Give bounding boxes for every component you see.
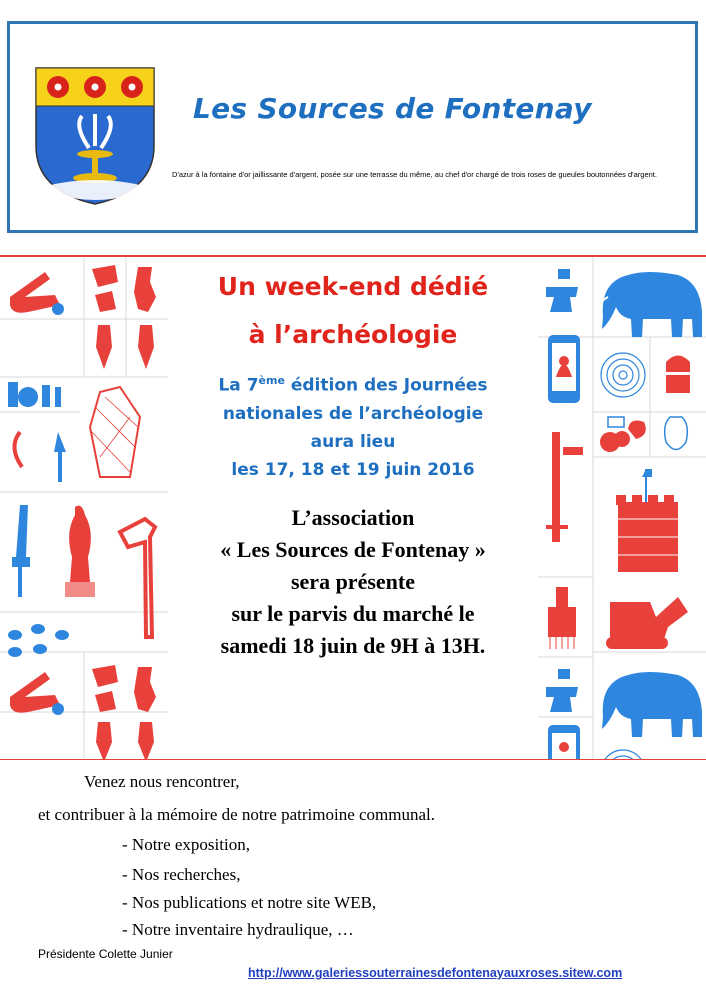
hand-holding-coin-icon-2 (10, 672, 64, 715)
association-line-2: « Les Sources de Fontenay » (220, 536, 486, 562)
event-dates: les 17, 18 et 19 juin 2016 (231, 459, 475, 480)
blazon-text: D'azur à la fontaine d'or jaillissante d'argent, posée sur une terrasse du même, au chef d'or chargé de trois roses de gueules boutonnées d'argent. (172, 170, 657, 179)
list-item: - Nos publications et notre site WEB, (122, 893, 377, 912)
intro-line-2: et contribuer à la mémoire de notre patrimoine communal. (38, 805, 435, 824)
event-poster (0, 255, 706, 760)
event-intro-line: aura lieu (310, 431, 396, 452)
association-line-4: sur le parvis du marché le (231, 600, 475, 626)
list-item: - Notre exposition, (122, 835, 250, 854)
poster-text (168, 257, 538, 760)
page-title: Les Sources de Fontenay (193, 92, 592, 125)
mammoth-icon (600, 272, 702, 337)
headline-line-1: Un week-end dédié (217, 272, 489, 301)
edition-line: La 7ème édition des Journées (218, 374, 488, 396)
list-item: - Nos recherches, (122, 865, 241, 884)
association-line-3: sera présente (290, 568, 415, 594)
association-line-1: L’association (291, 504, 415, 530)
hand-holding-coin-icon (10, 272, 64, 315)
website-link[interactable]: http://www.galeriessouterrainesdefontenayauxroses.sitew.com (248, 966, 623, 980)
intro-line-1: Venez nous rencontrer, (84, 772, 240, 791)
archaeology-icons-right (538, 257, 706, 760)
event-name-line: nationales de l’archéologie (222, 403, 484, 424)
headline-line-2: à l’archéologie (248, 320, 458, 349)
president-signature: Présidente Colette Junier (38, 947, 173, 961)
header-box (7, 21, 698, 233)
list-item: - Notre inventaire hydraulique, … (122, 920, 354, 939)
coat-of-arms-icon (34, 66, 156, 206)
association-line-5: samedi 18 juin de 9H à 13H. (220, 632, 486, 658)
archaeology-icons-left (0, 257, 168, 760)
